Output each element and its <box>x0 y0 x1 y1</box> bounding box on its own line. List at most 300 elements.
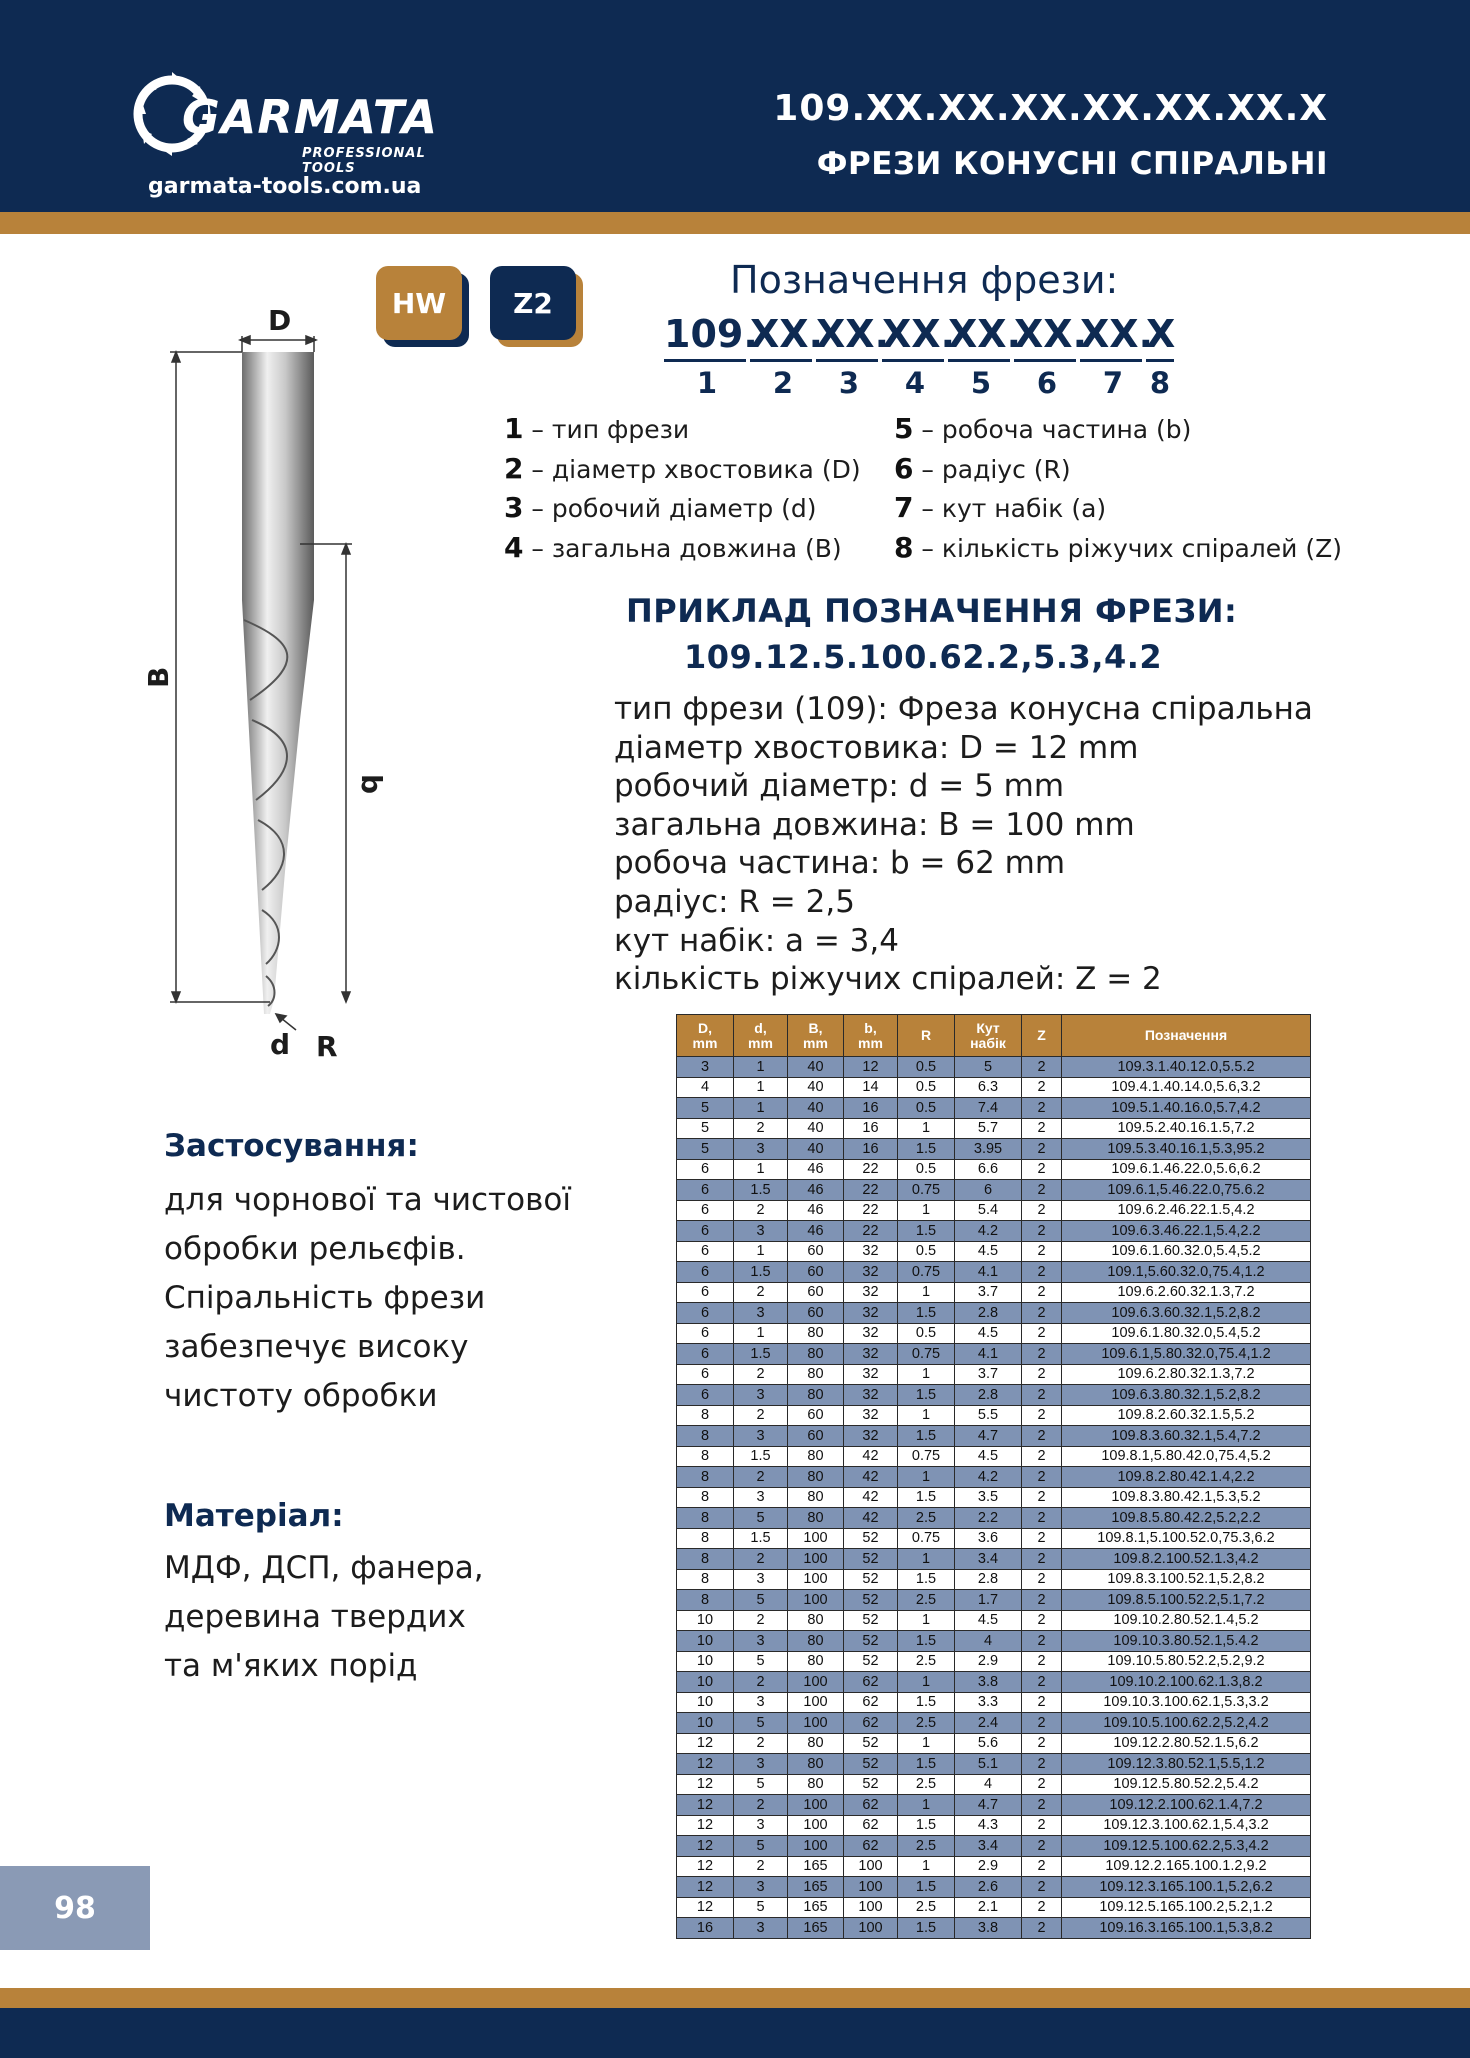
table-cell: 10 <box>677 1651 734 1672</box>
example-line: кількість ріжучих спіралей: Z = 2 <box>614 961 1162 998</box>
table-cell: 2.6 <box>955 1877 1022 1898</box>
table-cell: 5 <box>734 1651 788 1672</box>
table-cell: 8 <box>677 1569 734 1590</box>
table-cell: 8 <box>677 1446 734 1467</box>
table-cell: 100 <box>788 1713 844 1734</box>
table-cell: 2.5 <box>898 1897 955 1918</box>
code-segment: XX. <box>1014 312 1076 362</box>
table-cell: 109.8.1,5.80.42.0,75.4,5.2 <box>1062 1446 1311 1467</box>
table-cell: 1.5 <box>898 1569 955 1590</box>
table-row <box>677 1549 1311 1570</box>
table-cell: 3 <box>734 1754 788 1775</box>
table-cell: 1 <box>898 1467 955 1488</box>
example-line: кут набік: a = 3,4 <box>614 922 899 959</box>
table-cell: 0.5 <box>898 1098 955 1119</box>
table-cell: 6 <box>677 1323 734 1344</box>
code-segment: XX. <box>882 312 944 362</box>
table-cell: 16 <box>844 1139 898 1160</box>
table-cell: 2.4 <box>955 1713 1022 1734</box>
header-text: b, <box>864 1019 877 1036</box>
table-cell: 3.8 <box>955 1918 1022 1939</box>
table-cell: 100 <box>788 1836 844 1857</box>
table-cell: 2 <box>1022 1323 1062 1344</box>
table-cell: 6 <box>677 1200 734 1221</box>
table-cell: 62 <box>844 1692 898 1713</box>
table-cell: 1.5 <box>734 1528 788 1549</box>
table-cell: 2.8 <box>955 1385 1022 1406</box>
table-cell: 0.75 <box>898 1344 955 1365</box>
table-cell: 2 <box>1022 1692 1062 1713</box>
table-cell: 5 <box>677 1098 734 1119</box>
table-cell: 2.5 <box>898 1713 955 1734</box>
table-cell: 109.8.3.80.42.1,5.3,5.2 <box>1062 1487 1311 1508</box>
table-cell: 100 <box>844 1856 898 1877</box>
table-cell: 109.10.5.100.62.2,5.2,4.2 <box>1062 1713 1311 1734</box>
table-cell: 2 <box>1022 1426 1062 1447</box>
table-cell: 1.5 <box>898 1385 955 1406</box>
table-cell: 12 <box>677 1774 734 1795</box>
table-cell: 109.12.2.165.100.1.2,9.2 <box>1062 1856 1311 1877</box>
table-cell: 1.5 <box>734 1446 788 1467</box>
table-cell: 12 <box>677 1754 734 1775</box>
table-row <box>677 1057 1311 1078</box>
table-cell: 2 <box>734 1610 788 1631</box>
brand-tagline: PROFESSIONAL TOOLS <box>302 146 426 176</box>
table-cell: 0.5 <box>898 1057 955 1078</box>
material-text <box>164 1544 484 1691</box>
example-line: робоча частина: b = 62 mm <box>614 845 1066 882</box>
table-cell: 1 <box>898 1733 955 1754</box>
table-cell: 109.6.2.80.32.1.3,7.2 <box>1062 1364 1311 1385</box>
table-cell: 2 <box>1022 1303 1062 1324</box>
table-cell: 3 <box>734 1303 788 1324</box>
table-cell: 2 <box>734 1405 788 1426</box>
header-text: B, <box>808 1019 823 1036</box>
brand-url[interactable]: garmata-tools.com.ua <box>148 174 422 199</box>
spec-table-container <box>676 1014 1310 1939</box>
table-cell: 1 <box>734 1159 788 1180</box>
table-row <box>677 1754 1311 1775</box>
table-cell: 109.1,5.60.32.0,75.4,1.2 <box>1062 1262 1311 1283</box>
table-row <box>677 1262 1311 1283</box>
table-cell: 109.6.2.60.32.1.3,7.2 <box>1062 1282 1311 1303</box>
table-cell: 0.75 <box>898 1528 955 1549</box>
table-cell: 1.5 <box>734 1180 788 1201</box>
code-number: 2 <box>772 366 794 400</box>
table-cell: 109.6.1,5.80.32.0,75.4,1.2 <box>1062 1344 1311 1365</box>
table-cell: 4.5 <box>955 1241 1022 1262</box>
table-cell: 2.8 <box>955 1303 1022 1324</box>
table-cell: 109.8.5.100.52.2,5.1,7.2 <box>1062 1590 1311 1611</box>
table-cell: 2 <box>1022 1856 1062 1877</box>
table-cell: 2 <box>734 1282 788 1303</box>
table-cell: 5 <box>955 1057 1022 1078</box>
table-row <box>677 1856 1311 1877</box>
table-cell: 0.75 <box>898 1262 955 1283</box>
legend-item: 4 – загальна довжина (B) <box>504 530 842 564</box>
example-code: 109.12.5.100.62.2,5.3,4.2 <box>684 638 1163 676</box>
table-cell: 1 <box>898 1364 955 1385</box>
table-cell: 3.4 <box>955 1836 1022 1857</box>
table-cell: 46 <box>788 1200 844 1221</box>
table-cell: 80 <box>788 1364 844 1385</box>
code-number: 5 <box>970 366 992 400</box>
code-segment: 109. <box>664 312 746 362</box>
table-cell: 60 <box>788 1262 844 1283</box>
legend-item: 2 – діаметр хвостовика (D) <box>504 451 861 485</box>
table-cell: 8 <box>677 1487 734 1508</box>
table-cell: 1 <box>734 1098 788 1119</box>
application-text <box>164 1176 571 1421</box>
table-cell: 80 <box>788 1446 844 1467</box>
table-cell: 109.10.3.80.52.1,5.4.2 <box>1062 1631 1311 1652</box>
application-title: Застосування: <box>164 1128 419 1164</box>
table-cell: 32 <box>844 1323 898 1344</box>
table-row <box>677 1528 1311 1549</box>
table-row <box>677 1405 1311 1426</box>
table-cell: 6 <box>677 1241 734 1262</box>
table-cell: 1.5 <box>898 1221 955 1242</box>
table-cell: 1 <box>898 1610 955 1631</box>
table-cell: 3.4 <box>955 1549 1022 1570</box>
table-cell: 60 <box>788 1303 844 1324</box>
header-text: Кут <box>976 1019 1000 1036</box>
table-cell: 109.12.3.165.100.1,5.2,6.2 <box>1062 1877 1311 1898</box>
table-cell: 100 <box>788 1569 844 1590</box>
table-cell: 1.5 <box>898 1815 955 1836</box>
table-cell: 62 <box>844 1713 898 1734</box>
table-cell: 4.5 <box>955 1610 1022 1631</box>
table-cell: 3.8 <box>955 1672 1022 1693</box>
legend-item: 6 – радіус (R) <box>894 451 1071 485</box>
table-cell: 109.6.1.80.32.0,5.4,5.2 <box>1062 1323 1311 1344</box>
table-cell: 5 <box>734 1836 788 1857</box>
table-cell: 109.6.1.46.22.0,5.6,6.2 <box>1062 1159 1311 1180</box>
code-number: 1 <box>696 366 718 400</box>
table-cell: 109.8.2.100.52.1.3,4.2 <box>1062 1549 1311 1570</box>
table-cell: 5 <box>734 1774 788 1795</box>
table-row <box>677 1692 1311 1713</box>
table-body <box>677 1057 1311 1939</box>
table-cell: 2.5 <box>898 1836 955 1857</box>
table-cell: 4.2 <box>955 1467 1022 1488</box>
table-cell: 1.5 <box>898 1487 955 1508</box>
table-cell: 52 <box>844 1528 898 1549</box>
table-cell: 109.8.2.80.42.1.4,2.2 <box>1062 1467 1311 1488</box>
table-cell: 6 <box>955 1180 1022 1201</box>
table-cell: 2 <box>734 1364 788 1385</box>
designation-title: Позначення фрези: <box>730 258 1119 302</box>
table-cell: 4 <box>955 1631 1022 1652</box>
table-cell: 109.5.3.40.16.1,5.3,95.2 <box>1062 1139 1311 1160</box>
table-cell: 1.5 <box>898 1877 955 1898</box>
table-cell: 100 <box>844 1877 898 1898</box>
table-header-cell <box>844 1015 898 1057</box>
table-cell: 22 <box>844 1159 898 1180</box>
table-cell: 1 <box>734 1077 788 1098</box>
table-cell: 2 <box>1022 1098 1062 1119</box>
header-bar <box>0 0 1470 212</box>
table-cell: 109.12.5.100.62.2,5.3,4.2 <box>1062 1836 1311 1857</box>
table-cell: 109.8.5.80.42.2,5.2,2.2 <box>1062 1508 1311 1529</box>
table-cell: 2 <box>734 1795 788 1816</box>
table-cell: 3.3 <box>955 1692 1022 1713</box>
table-header-cell <box>734 1015 788 1057</box>
table-cell: 2 <box>1022 1918 1062 1939</box>
table-cell: 165 <box>788 1856 844 1877</box>
dim-label-D: D <box>268 304 292 337</box>
table-cell: 3 <box>734 1487 788 1508</box>
table-row <box>677 1590 1311 1611</box>
table-cell: 100 <box>788 1692 844 1713</box>
table-row <box>677 1344 1311 1365</box>
code-number: 4 <box>904 366 926 400</box>
application-line: обробки рельєфів. <box>164 1231 466 1267</box>
table-cell: 1 <box>734 1057 788 1078</box>
table-cell: 12 <box>677 1856 734 1877</box>
table-cell: 40 <box>788 1098 844 1119</box>
table-row <box>677 1118 1311 1139</box>
table-cell: 2 <box>1022 1487 1062 1508</box>
header-text: mm <box>748 1034 773 1051</box>
table-header-cell <box>955 1015 1022 1057</box>
table-cell: 109.8.1,5.100.52.0,75.3,6.2 <box>1062 1528 1311 1549</box>
table-cell: 2 <box>1022 1508 1062 1529</box>
table-header-cell <box>677 1015 734 1057</box>
table-cell: 2 <box>1022 1877 1062 1898</box>
table-row <box>677 1323 1311 1344</box>
header-text: mm <box>803 1034 828 1051</box>
table-row <box>677 1159 1311 1180</box>
table-cell: 3 <box>734 1221 788 1242</box>
table-cell: 109.12.5.80.52.2,5.4.2 <box>1062 1774 1311 1795</box>
table-cell: 2 <box>1022 1569 1062 1590</box>
table-cell: 52 <box>844 1754 898 1775</box>
table-cell: 6 <box>677 1180 734 1201</box>
table-cell: 5 <box>734 1590 788 1611</box>
table-cell: 109.12.2.100.62.1.4,7.2 <box>1062 1795 1311 1816</box>
table-cell: 46 <box>788 1180 844 1201</box>
table-cell: 40 <box>788 1077 844 1098</box>
table-cell: 12 <box>677 1795 734 1816</box>
table-cell: 3 <box>734 1692 788 1713</box>
table-cell: 4.5 <box>955 1323 1022 1344</box>
table-cell: 4.5 <box>955 1446 1022 1467</box>
table-cell: 5 <box>677 1118 734 1139</box>
table-cell: 80 <box>788 1487 844 1508</box>
table-cell: 109.12.3.100.62.1,5.4,3.2 <box>1062 1815 1311 1836</box>
table-cell: 2 <box>1022 1221 1062 1242</box>
table-cell: 5 <box>734 1508 788 1529</box>
table-header-cell <box>788 1015 844 1057</box>
table-cell: 2 <box>1022 1077 1062 1098</box>
table-cell: 8 <box>677 1549 734 1570</box>
designation-code <box>664 312 1174 362</box>
table-cell: 32 <box>844 1405 898 1426</box>
code-segment: XX. <box>750 312 812 362</box>
spec-table <box>676 1014 1311 1939</box>
legend-item: 1 – тип фрези <box>504 412 690 445</box>
table-cell: 2 <box>1022 1180 1062 1201</box>
page-number: 98 <box>0 1866 150 1950</box>
table-cell: 109.16.3.165.100.1,5.3,8.2 <box>1062 1918 1311 1939</box>
table-cell: 1.5 <box>898 1692 955 1713</box>
example-line: радіус: R = 2,5 <box>614 883 855 920</box>
table-cell: 2 <box>1022 1344 1062 1365</box>
table-cell: 2 <box>1022 1118 1062 1139</box>
table-cell: 12 <box>677 1815 734 1836</box>
header-text: mm <box>692 1034 718 1051</box>
footer-bar <box>0 2008 1470 2058</box>
table-cell: 109.5.1.40.16.0,5.7,4.2 <box>1062 1098 1311 1119</box>
flutes-badge: Z2 <box>490 266 576 340</box>
table-row <box>677 1303 1311 1324</box>
table-cell: 10 <box>677 1631 734 1652</box>
table-cell: 109.6.2.46.22.1.5,4.2 <box>1062 1200 1311 1221</box>
table-cell: 3.7 <box>955 1364 1022 1385</box>
table-row <box>677 1672 1311 1693</box>
table-row <box>677 1426 1311 1447</box>
table-cell: 2 <box>1022 1282 1062 1303</box>
table-cell: 0.5 <box>898 1241 955 1262</box>
table-cell: 100 <box>844 1897 898 1918</box>
table-cell: 2 <box>1022 1446 1062 1467</box>
table-cell: 32 <box>844 1385 898 1406</box>
application-line: забезпечує високу <box>164 1329 469 1365</box>
table-cell: 8 <box>677 1508 734 1529</box>
table-cell: 32 <box>844 1426 898 1447</box>
table-cell: 109.6.3.80.32.1,5.2,8.2 <box>1062 1385 1311 1406</box>
table-cell: 2 <box>1022 1836 1062 1857</box>
material-line: МДФ, ДСП, фанера, <box>164 1550 484 1586</box>
example-line: робочий діаметр: d = 5 mm <box>614 768 1065 805</box>
table-cell: 109.10.5.80.52.2,5.2,9.2 <box>1062 1651 1311 1672</box>
table-cell: 2 <box>1022 1159 1062 1180</box>
table-cell: 109.12.2.80.52.1.5,6.2 <box>1062 1733 1311 1754</box>
table-cell: 60 <box>788 1241 844 1262</box>
table-cell: 1.5 <box>734 1262 788 1283</box>
table-cell: 52 <box>844 1610 898 1631</box>
legend-item: 7 – кут набік (a) <box>894 491 1107 524</box>
brand-name: GARMATA <box>182 90 439 144</box>
table-cell: 62 <box>844 1672 898 1693</box>
dim-label-b: b <box>355 774 388 795</box>
table-cell: 52 <box>844 1733 898 1754</box>
table-cell: 165 <box>788 1918 844 1939</box>
table-cell: 32 <box>844 1364 898 1385</box>
table-row <box>677 1508 1311 1529</box>
table-cell: 6 <box>677 1221 734 1242</box>
table-cell: 3 <box>734 1385 788 1406</box>
table-cell: 80 <box>788 1774 844 1795</box>
table-cell: 40 <box>788 1118 844 1139</box>
table-cell: 2 <box>1022 1549 1062 1570</box>
table-cell: 10 <box>677 1692 734 1713</box>
table-cell: 80 <box>788 1508 844 1529</box>
table-cell: 109.6.1.60.32.0,5.4,5.2 <box>1062 1241 1311 1262</box>
table-cell: 5.1 <box>955 1754 1022 1775</box>
table-cell: 6.3 <box>955 1077 1022 1098</box>
table-cell: 42 <box>844 1446 898 1467</box>
table-cell: 5.4 <box>955 1200 1022 1221</box>
table-cell: 4.7 <box>955 1426 1022 1447</box>
material-line: деревина твердих <box>164 1599 466 1635</box>
table-cell: 2 <box>1022 1590 1062 1611</box>
table-row <box>677 1446 1311 1467</box>
table-cell: 0.5 <box>898 1159 955 1180</box>
table-cell: 2 <box>734 1856 788 1877</box>
shank-shape <box>242 352 314 600</box>
table-cell: 2 <box>734 1200 788 1221</box>
table-cell: 2 <box>1022 1364 1062 1385</box>
table-cell: 2 <box>1022 1795 1062 1816</box>
table-row <box>677 1221 1311 1242</box>
table-cell: 3 <box>734 1139 788 1160</box>
table-cell: 2 <box>1022 1385 1062 1406</box>
table-cell: 2 <box>1022 1262 1062 1283</box>
table-row <box>677 1139 1311 1160</box>
table-cell: 2.2 <box>955 1508 1022 1529</box>
table-cell: 42 <box>844 1487 898 1508</box>
table-cell: 2 <box>734 1672 788 1693</box>
table-cell: 2 <box>1022 1610 1062 1631</box>
table-cell: 2.5 <box>898 1590 955 1611</box>
table-cell: 5 <box>677 1139 734 1160</box>
table-cell: 1.5 <box>898 1918 955 1939</box>
table-cell: 2 <box>734 1733 788 1754</box>
header-stripe <box>0 212 1470 234</box>
table-cell: 100 <box>788 1795 844 1816</box>
table-cell: 2 <box>734 1467 788 1488</box>
table-cell: 80 <box>788 1467 844 1488</box>
code-number: 6 <box>1036 366 1058 400</box>
table-cell: 6 <box>677 1385 734 1406</box>
table-header-cell <box>1062 1015 1311 1057</box>
table-cell: 1 <box>898 1200 955 1221</box>
table-cell: 32 <box>844 1303 898 1324</box>
table-cell: 12 <box>677 1836 734 1857</box>
table-cell: 4.1 <box>955 1262 1022 1283</box>
table-cell: 1 <box>734 1323 788 1344</box>
table-cell: 109.8.3.100.52.1,5.2,8.2 <box>1062 1569 1311 1590</box>
table-cell: 3 <box>734 1877 788 1898</box>
table-row <box>677 1897 1311 1918</box>
table-cell: 3 <box>677 1057 734 1078</box>
table-cell: 2 <box>1022 1528 1062 1549</box>
legend-right <box>894 410 1342 568</box>
table-cell: 2 <box>1022 1241 1062 1262</box>
table-cell: 6.6 <box>955 1159 1022 1180</box>
garmata-logo <box>132 72 452 176</box>
table-cell: 0.75 <box>898 1180 955 1201</box>
table-cell: 8 <box>677 1405 734 1426</box>
table-row <box>677 1467 1311 1488</box>
table-cell: 2 <box>1022 1733 1062 1754</box>
table-cell: 80 <box>788 1631 844 1652</box>
table-row <box>677 1180 1311 1201</box>
table-row <box>677 1098 1311 1119</box>
table-cell: 10 <box>677 1672 734 1693</box>
table-cell: 32 <box>844 1262 898 1283</box>
table-cell: 3.5 <box>955 1487 1022 1508</box>
table-cell: 46 <box>788 1221 844 1242</box>
table-cell: 8 <box>677 1467 734 1488</box>
table-row <box>677 1651 1311 1672</box>
table-cell: 4.2 <box>955 1221 1022 1242</box>
table-cell: 60 <box>788 1426 844 1447</box>
table-cell: 40 <box>788 1057 844 1078</box>
table-cell: 6 <box>677 1282 734 1303</box>
